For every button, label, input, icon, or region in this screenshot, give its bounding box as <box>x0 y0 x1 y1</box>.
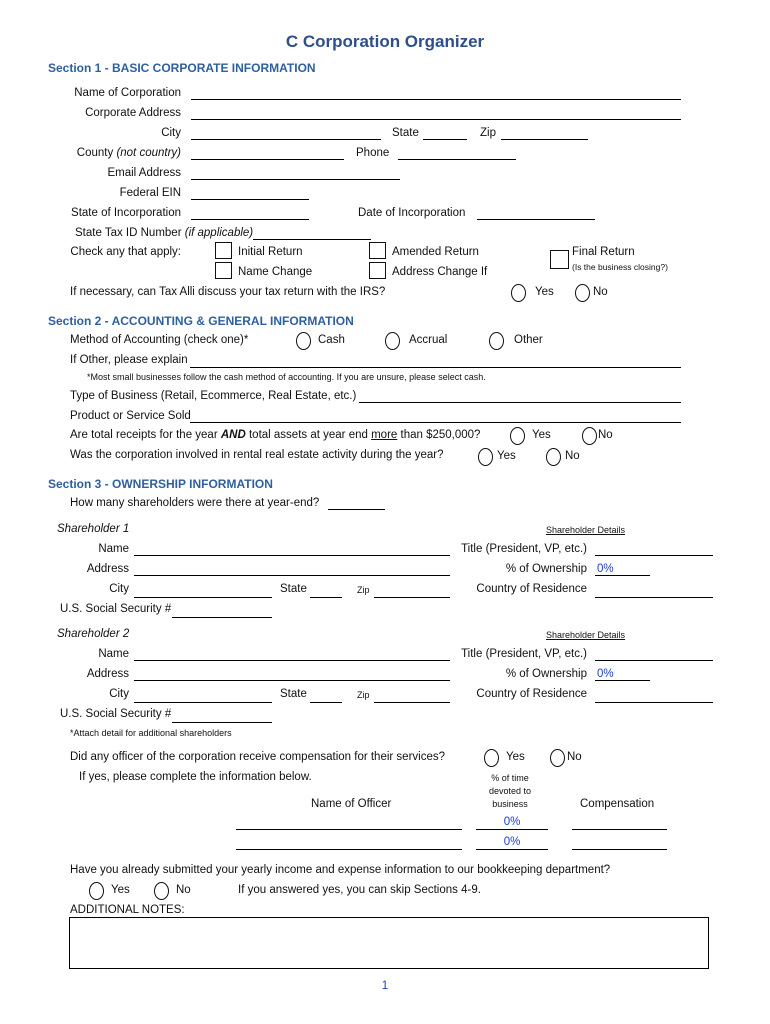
final-return-note: (Is the business closing?) <box>572 262 668 272</box>
rental-question: Was the corporation involved in rental real estate activity during the year? <box>70 449 444 461</box>
section-3-heading: Section 3 - OWNERSHIP INFORMATION <box>48 477 273 491</box>
officer-no-label: No <box>567 751 582 763</box>
county-field[interactable] <box>191 159 344 160</box>
county-label <box>20 147 181 159</box>
officer-yes-radio[interactable] <box>484 749 499 767</box>
sh2-address-field[interactable] <box>134 680 450 681</box>
sh2-city-field[interactable] <box>134 702 272 703</box>
page-number: 1 <box>381 980 389 992</box>
other-radio[interactable] <box>489 332 504 350</box>
address-change-label: Address Change If <box>392 266 488 278</box>
submitted-question: Have you already submitted your yearly income and expense information to our bookkeeping department? <box>70 864 611 876</box>
section-2-heading: Section 2 - ACCOUNTING & GENERAL INFORMATION <box>48 314 354 328</box>
sh1-city-field[interactable] <box>134 597 272 598</box>
receipts-q-part1: Are total receipts for the year <box>70 429 218 441</box>
officer-2-pct[interactable]: 0% <box>503 836 521 848</box>
sh1-address-label: Address <box>86 563 129 575</box>
final-return-checkbox[interactable] <box>550 250 569 269</box>
shareholder-count-field[interactable] <box>328 509 385 510</box>
receipts-q-part2: total assets at year end <box>248 429 368 441</box>
method-note: *Most small businesses follow the cash method of accounting. If you are unsure, please select cash. <box>87 372 486 382</box>
receipts-q-part3: than $250,000? <box>400 429 481 441</box>
method-label: Method of Accounting (check one)* <box>70 334 249 346</box>
receipts-q-and: AND <box>220 429 246 441</box>
state-tax-id-label-note: (if applicable) <box>184 227 254 239</box>
pct-time-header-3: business <box>492 799 528 809</box>
if-other-label: If Other, please explain <box>70 354 188 366</box>
sh2-name-label: Name <box>98 648 129 660</box>
corporate-address-field[interactable] <box>191 119 681 120</box>
state-field[interactable] <box>423 139 467 140</box>
cash-radio[interactable] <box>296 332 311 350</box>
corporate-address-label: Corporate Address <box>85 107 181 119</box>
sh2-ownership-value[interactable]: 0% <box>597 668 614 680</box>
cash-label: Cash <box>318 334 345 346</box>
sh2-state-field[interactable] <box>310 702 342 703</box>
if-yes-instruction: If yes, please complete the information below. <box>79 771 312 783</box>
rental-no-label: No <box>565 450 580 462</box>
sh2-country-field[interactable] <box>595 702 713 703</box>
sh1-state-field[interactable] <box>310 597 342 598</box>
county-label-note: (not country) <box>116 147 181 159</box>
officer-1-name-field[interactable] <box>236 829 462 830</box>
sh1-title-field[interactable] <box>595 555 713 556</box>
name-change-checkbox[interactable] <box>215 262 232 279</box>
sh1-country-label: Country of Residence <box>476 583 587 595</box>
receipts-q-more: more <box>371 429 398 441</box>
attach-note: *Attach detail for additional shareholders <box>70 728 232 738</box>
sh1-state-label: State <box>280 583 307 595</box>
phone-label: Phone <box>356 147 390 159</box>
name-of-corporation-field[interactable] <box>191 99 681 100</box>
officer-yes-label: Yes <box>506 751 525 763</box>
zip-label: Zip <box>480 127 496 139</box>
city-field[interactable] <box>191 139 381 140</box>
initial-return-label: Initial Return <box>238 246 303 258</box>
officer-question: Did any officer of the corporation receive compensation for their services? <box>70 751 446 763</box>
state-tax-id-field[interactable] <box>253 239 371 240</box>
date-of-incorporation-label: Date of Incorporation <box>358 207 466 219</box>
sh2-country-label: Country of Residence <box>476 688 587 700</box>
name-of-officer-header: Name of Officer <box>311 798 392 810</box>
submitted-no-radio[interactable] <box>154 882 169 900</box>
additional-notes-box[interactable] <box>69 917 709 969</box>
sh1-zip-field[interactable] <box>374 597 450 598</box>
receipts-no-radio[interactable] <box>582 427 597 445</box>
submitted-no-label: No <box>176 884 191 896</box>
name-of-corporation-label: Name of Corporation <box>74 87 181 99</box>
ein-label: Federal EIN <box>119 187 181 199</box>
amended-return-label: Amended Return <box>392 246 479 258</box>
accrual-label: Accrual <box>409 334 448 346</box>
state-label: State <box>392 127 419 139</box>
page-title: C Corporation Organizer <box>285 32 485 51</box>
final-return-label: Final Return <box>572 246 635 258</box>
sh2-address-label: Address <box>86 668 129 680</box>
skip-sections-note: If you answered yes, you can skip Sections 4-9. <box>238 884 481 896</box>
sh2-zip-field[interactable] <box>374 702 450 703</box>
sh2-zip-label: Zip <box>357 690 370 700</box>
type-of-business-label: Type of Business (Retail, Ecommerce, Real Estate, etc.) <box>70 390 357 402</box>
sh1-zip-label: Zip <box>357 585 370 595</box>
rental-yes-radio[interactable] <box>478 448 493 466</box>
section-1-heading: Section 1 - BASIC CORPORATE INFORMATION <box>48 61 316 75</box>
sh1-title-label: Title (President, VP, etc.) <box>461 543 587 555</box>
officer-1-pct-field <box>476 829 548 830</box>
submitted-yes-label: Yes <box>111 884 130 896</box>
sh1-city-label: City <box>109 583 129 595</box>
pct-time-header-1: % of time <box>491 773 529 783</box>
sh1-ssn-field[interactable] <box>172 617 272 618</box>
rental-yes-label: Yes <box>497 450 516 462</box>
sh2-ownership-label: % of Ownership <box>505 668 587 680</box>
officer-no-radio[interactable] <box>550 749 565 767</box>
amended-return-checkbox[interactable] <box>369 242 386 259</box>
sh1-ownership-value[interactable]: 0% <box>597 563 614 575</box>
sh1-name-label: Name <box>98 543 129 555</box>
initial-return-checkbox[interactable] <box>215 242 232 259</box>
type-of-business-field[interactable] <box>359 402 681 403</box>
officer-2-compensation-field[interactable] <box>572 849 667 850</box>
irs-discuss-question: If necessary, can Tax Alli discuss your tax return with the IRS? <box>70 286 386 298</box>
phone-field[interactable] <box>398 159 516 160</box>
check-any-label: Check any that apply: <box>70 246 181 258</box>
state-of-incorporation-label: State of Incorporation <box>71 207 181 219</box>
rental-no-radio[interactable] <box>546 448 561 466</box>
irs-discuss-yes-label: Yes <box>535 286 554 298</box>
address-change-checkbox[interactable] <box>369 262 386 279</box>
accrual-radio[interactable] <box>385 332 400 350</box>
shareholder-1-heading: Shareholder 1 <box>57 523 130 535</box>
officer-2-name-field[interactable] <box>236 849 462 850</box>
shareholder-count-label: How many shareholders were there at year-end? <box>70 497 320 509</box>
sh2-city-label: City <box>109 688 129 700</box>
compensation-header: Compensation <box>580 798 655 810</box>
state-tax-id-label-main: State Tax ID Number <box>75 227 182 239</box>
irs-discuss-yes-radio[interactable] <box>511 284 526 302</box>
irs-discuss-no-label: No <box>593 286 608 298</box>
zip-field[interactable] <box>501 139 588 140</box>
receipts-yes-radio[interactable] <box>510 427 525 445</box>
other-label: Other <box>514 334 543 346</box>
product-field[interactable] <box>190 422 681 423</box>
receipts-yes-label: Yes <box>532 429 551 441</box>
sh2-title-label: Title (President, VP, etc.) <box>461 648 587 660</box>
receipts-question <box>70 429 480 441</box>
submitted-yes-radio[interactable] <box>89 882 104 900</box>
pct-time-header-2: devoted to <box>488 786 532 796</box>
ein-field[interactable] <box>191 199 309 200</box>
name-change-label: Name Change <box>238 266 313 278</box>
sh1-ssn-label: U.S. Social Security # <box>60 603 172 615</box>
sh1-country-field[interactable] <box>595 597 713 598</box>
state-tax-id-label <box>75 227 253 239</box>
county-label-main: County <box>76 147 114 159</box>
product-label: Product or Service Sold <box>70 410 191 422</box>
irs-discuss-no-radio[interactable] <box>575 284 590 302</box>
date-of-incorporation-field[interactable] <box>477 219 595 220</box>
email-field[interactable] <box>191 179 400 180</box>
sh2-name-field[interactable] <box>134 660 450 661</box>
sh1-ownership-label: % of Ownership <box>505 563 587 575</box>
officer-1-pct[interactable]: 0% <box>503 816 521 828</box>
if-other-field[interactable] <box>190 367 681 368</box>
shareholder-2-heading: Shareholder 2 <box>57 628 130 640</box>
shareholder-1-details-label: Shareholder Details <box>546 525 626 535</box>
additional-notes-label: ADDITIONAL NOTES: <box>70 904 185 916</box>
shareholder-2-details-label: Shareholder Details <box>546 630 626 640</box>
sh2-title-field[interactable] <box>595 660 713 661</box>
sh1-address-field[interactable] <box>134 575 450 576</box>
sh2-ssn-label: U.S. Social Security # <box>60 708 172 720</box>
city-label: City <box>161 127 181 139</box>
officer-2-pct-field <box>476 849 548 850</box>
receipts-no-label: No <box>598 429 613 441</box>
email-label: Email Address <box>107 167 181 179</box>
sh1-name-field[interactable] <box>134 555 450 556</box>
officer-1-compensation-field[interactable] <box>572 829 667 830</box>
state-of-incorporation-field[interactable] <box>191 219 309 220</box>
sh2-ownership-field <box>595 680 650 681</box>
sh2-ssn-field[interactable] <box>172 722 272 723</box>
sh2-state-label: State <box>280 688 307 700</box>
sh1-ownership-field <box>595 575 650 576</box>
